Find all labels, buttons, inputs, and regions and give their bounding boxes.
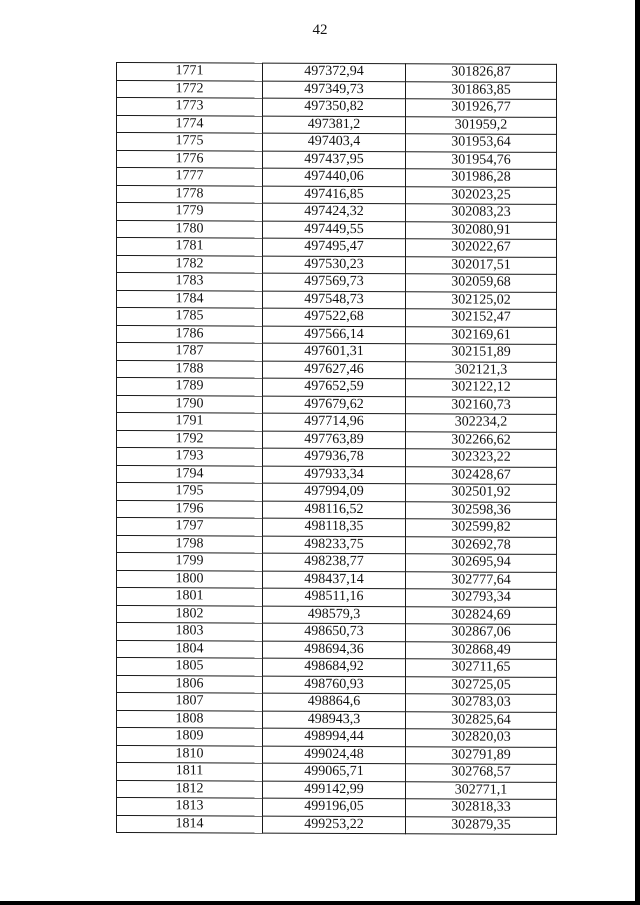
y-coordinate-cell: 302711,65 — [406, 659, 557, 677]
x-coordinate-cell: 497679,62 — [263, 396, 406, 414]
y-coordinate-cell: 302323,22 — [406, 449, 557, 467]
y-coordinate-cell: 302266,62 — [406, 431, 557, 449]
x-coordinate-cell: 497416,85 — [263, 186, 406, 204]
table-row — [117, 133, 557, 152]
y-coordinate-cell: 302771,1 — [406, 781, 557, 799]
point-number-cell: 1805 — [117, 658, 263, 676]
point-number-cell: 1789 — [117, 378, 263, 396]
table-row — [117, 745, 557, 764]
table-row — [117, 570, 557, 589]
table-row — [117, 500, 557, 519]
y-coordinate-cell: 302598,36 — [406, 501, 557, 519]
table-row — [117, 623, 557, 642]
x-coordinate-cell: 497627,46 — [263, 361, 406, 379]
y-coordinate-cell: 302825,64 — [406, 711, 557, 729]
y-coordinate-cell: 302169,61 — [406, 326, 557, 344]
point-number-cell: 1788 — [117, 360, 263, 378]
x-coordinate-cell: 498116,52 — [263, 501, 406, 519]
point-number-cell: 1783 — [117, 273, 263, 291]
x-coordinate-cell: 497548,73 — [263, 291, 406, 309]
y-coordinate-cell: 302599,82 — [406, 519, 557, 537]
y-coordinate-cell: 302725,05 — [406, 676, 557, 694]
y-coordinate-cell: 302428,67 — [406, 466, 557, 484]
x-coordinate-cell: 498864,6 — [263, 693, 406, 711]
table-row — [117, 553, 557, 572]
point-number-cell: 1800 — [117, 570, 263, 588]
point-number-cell: 1786 — [117, 325, 263, 343]
x-coordinate-cell: 498650,73 — [263, 623, 406, 641]
x-coordinate-cell: 499196,05 — [263, 798, 406, 816]
table-row — [117, 675, 557, 694]
x-coordinate-cell: 497601,31 — [263, 343, 406, 361]
point-number-cell: 1778 — [117, 185, 263, 203]
y-coordinate-cell: 302122,12 — [406, 379, 557, 397]
x-coordinate-cell: 499065,71 — [263, 763, 406, 781]
x-coordinate-cell: 497449,55 — [263, 221, 406, 239]
point-number-cell: 1814 — [117, 815, 263, 833]
y-coordinate-cell: 301953,64 — [406, 134, 557, 152]
y-coordinate-cell: 302151,89 — [406, 344, 557, 362]
x-coordinate-cell: 497569,73 — [263, 273, 406, 291]
table-row — [117, 465, 557, 484]
table-row — [117, 63, 557, 82]
point-number-cell: 1803 — [117, 623, 263, 641]
x-coordinate-cell: 497933,34 — [263, 466, 406, 484]
x-coordinate-cell: 498994,44 — [263, 728, 406, 746]
table-row — [117, 273, 557, 292]
y-coordinate-cell: 301959,2 — [406, 116, 557, 134]
y-coordinate-cell: 302083,23 — [406, 204, 557, 222]
x-coordinate-cell: 497936,78 — [263, 448, 406, 466]
table-row — [117, 430, 557, 449]
coordinates-table — [116, 62, 557, 835]
point-number-cell: 1809 — [117, 728, 263, 746]
table-row — [117, 255, 557, 274]
table-row — [117, 80, 557, 99]
x-coordinate-cell: 497424,32 — [263, 203, 406, 221]
y-coordinate-cell: 302793,34 — [406, 589, 557, 607]
point-number-cell: 1771 — [117, 63, 263, 81]
point-number-cell: 1785 — [117, 308, 263, 326]
x-coordinate-cell: 499142,99 — [263, 781, 406, 799]
x-coordinate-cell: 498760,93 — [263, 676, 406, 694]
y-coordinate-cell: 302080,91 — [406, 221, 557, 239]
table-row — [117, 640, 557, 659]
table-row — [117, 763, 557, 782]
table-row — [117, 343, 557, 362]
x-coordinate-cell: 497437,95 — [263, 151, 406, 169]
table-row — [117, 413, 557, 432]
point-number-cell: 1810 — [117, 745, 263, 763]
coordinates-table-container — [116, 62, 557, 833]
y-coordinate-cell: 302023,25 — [406, 186, 557, 204]
point-number-cell: 1773 — [117, 98, 263, 116]
table-row — [117, 238, 557, 257]
table-row — [117, 448, 557, 467]
point-number-cell: 1813 — [117, 798, 263, 816]
table-row — [117, 220, 557, 239]
y-coordinate-cell: 301926,77 — [406, 99, 557, 117]
point-number-cell: 1777 — [117, 168, 263, 186]
point-number-cell: 1807 — [117, 693, 263, 711]
point-number-cell: 1802 — [117, 605, 263, 623]
page-edge-bottom — [0, 901, 640, 905]
y-coordinate-cell: 302121,3 — [406, 361, 557, 379]
table-row — [117, 360, 557, 379]
point-number-cell: 1780 — [117, 220, 263, 238]
x-coordinate-cell: 497349,73 — [263, 81, 406, 99]
y-coordinate-cell: 302695,94 — [406, 554, 557, 572]
point-number-cell: 1775 — [117, 133, 263, 151]
page-edge-right — [635, 0, 640, 905]
x-coordinate-cell: 499253,22 — [263, 816, 406, 834]
y-coordinate-cell: 302501,92 — [406, 484, 557, 502]
table-row — [117, 185, 557, 204]
y-coordinate-cell: 301986,28 — [406, 169, 557, 187]
point-number-cell: 1787 — [117, 343, 263, 361]
table-row — [117, 693, 557, 712]
point-number-cell: 1790 — [117, 395, 263, 413]
x-coordinate-cell: 497403,4 — [263, 133, 406, 151]
point-number-cell: 1798 — [117, 535, 263, 553]
point-number-cell: 1782 — [117, 255, 263, 273]
table-row — [117, 308, 557, 327]
y-coordinate-cell: 302783,03 — [406, 694, 557, 712]
table-row — [117, 658, 557, 677]
table-row — [117, 290, 557, 309]
x-coordinate-cell: 498233,75 — [263, 536, 406, 554]
table-row — [117, 395, 557, 414]
x-coordinate-cell: 498684,92 — [263, 658, 406, 676]
x-coordinate-cell: 497714,96 — [263, 413, 406, 431]
table-row — [117, 728, 557, 747]
point-number-cell: 1797 — [117, 518, 263, 536]
y-coordinate-cell: 302160,73 — [406, 396, 557, 414]
x-coordinate-cell: 498118,35 — [263, 518, 406, 536]
y-coordinate-cell: 301954,76 — [406, 151, 557, 169]
y-coordinate-cell: 302022,67 — [406, 239, 557, 257]
point-number-cell: 1801 — [117, 588, 263, 606]
y-coordinate-cell: 301826,87 — [406, 64, 557, 82]
table-row — [117, 168, 557, 187]
table-row — [117, 605, 557, 624]
x-coordinate-cell: 497763,89 — [263, 431, 406, 449]
point-number-cell: 1808 — [117, 710, 263, 728]
x-coordinate-cell: 498943,3 — [263, 711, 406, 729]
y-coordinate-cell: 302017,51 — [406, 256, 557, 274]
point-number-cell: 1793 — [117, 448, 263, 466]
table-row — [117, 378, 557, 397]
table-row — [117, 203, 557, 222]
point-number-cell: 1804 — [117, 640, 263, 658]
table-row — [117, 780, 557, 799]
x-coordinate-cell: 497522,68 — [263, 308, 406, 326]
x-coordinate-cell: 498511,16 — [263, 588, 406, 606]
y-coordinate-cell: 302820,03 — [406, 729, 557, 747]
point-number-cell: 1784 — [117, 290, 263, 308]
table-row — [117, 98, 557, 117]
x-coordinate-cell: 498694,36 — [263, 641, 406, 659]
coordinates-table-body — [117, 63, 557, 835]
point-number-cell: 1776 — [117, 150, 263, 168]
y-coordinate-cell: 302125,02 — [406, 291, 557, 309]
table-row — [117, 483, 557, 502]
y-coordinate-cell: 302867,06 — [406, 624, 557, 642]
table-row — [117, 115, 557, 134]
point-number-cell: 1772 — [117, 80, 263, 98]
table-row — [117, 798, 557, 817]
point-number-cell: 1779 — [117, 203, 263, 221]
table-row — [117, 588, 557, 607]
x-coordinate-cell: 497652,59 — [263, 378, 406, 396]
point-number-cell: 1774 — [117, 115, 263, 133]
point-number-cell: 1795 — [117, 483, 263, 501]
x-coordinate-cell: 498437,14 — [263, 571, 406, 589]
y-coordinate-cell: 302818,33 — [406, 799, 557, 817]
point-number-cell: 1812 — [117, 780, 263, 798]
x-coordinate-cell: 497530,23 — [263, 256, 406, 274]
point-number-cell: 1791 — [117, 413, 263, 431]
x-coordinate-cell: 497440,06 — [263, 168, 406, 186]
x-coordinate-cell: 497994,09 — [263, 483, 406, 501]
y-coordinate-cell: 302768,57 — [406, 764, 557, 782]
y-coordinate-cell: 302868,49 — [406, 641, 557, 659]
table-row — [117, 518, 557, 537]
y-coordinate-cell: 301863,85 — [406, 81, 557, 99]
y-coordinate-cell: 302777,64 — [406, 571, 557, 589]
table-row — [117, 325, 557, 344]
table-row — [117, 815, 557, 834]
point-number-cell: 1811 — [117, 763, 263, 781]
y-coordinate-cell: 302059,68 — [406, 274, 557, 292]
x-coordinate-cell: 498579,3 — [263, 606, 406, 624]
table-row — [117, 710, 557, 729]
x-coordinate-cell: 497495,47 — [263, 238, 406, 256]
point-number-cell: 1796 — [117, 500, 263, 518]
y-coordinate-cell: 302824,69 — [406, 606, 557, 624]
x-coordinate-cell: 497372,94 — [263, 63, 406, 81]
point-number-cell: 1806 — [117, 675, 263, 693]
table-row — [117, 150, 557, 169]
y-coordinate-cell: 302879,35 — [406, 816, 557, 834]
x-coordinate-cell: 498238,77 — [263, 553, 406, 571]
y-coordinate-cell: 302791,89 — [406, 746, 557, 764]
y-coordinate-cell: 302152,47 — [406, 309, 557, 327]
table-row — [117, 535, 557, 554]
y-coordinate-cell: 302692,78 — [406, 536, 557, 554]
point-number-cell: 1781 — [117, 238, 263, 256]
x-coordinate-cell: 497350,82 — [263, 98, 406, 116]
x-coordinate-cell: 499024,48 — [263, 746, 406, 764]
page-number: 42 — [312, 22, 328, 38]
point-number-cell: 1799 — [117, 553, 263, 571]
point-number-cell: 1792 — [117, 430, 263, 448]
y-coordinate-cell: 302234,2 — [406, 414, 557, 432]
x-coordinate-cell: 497566,14 — [263, 326, 406, 344]
point-number-cell: 1794 — [117, 465, 263, 483]
x-coordinate-cell: 497381,2 — [263, 116, 406, 134]
